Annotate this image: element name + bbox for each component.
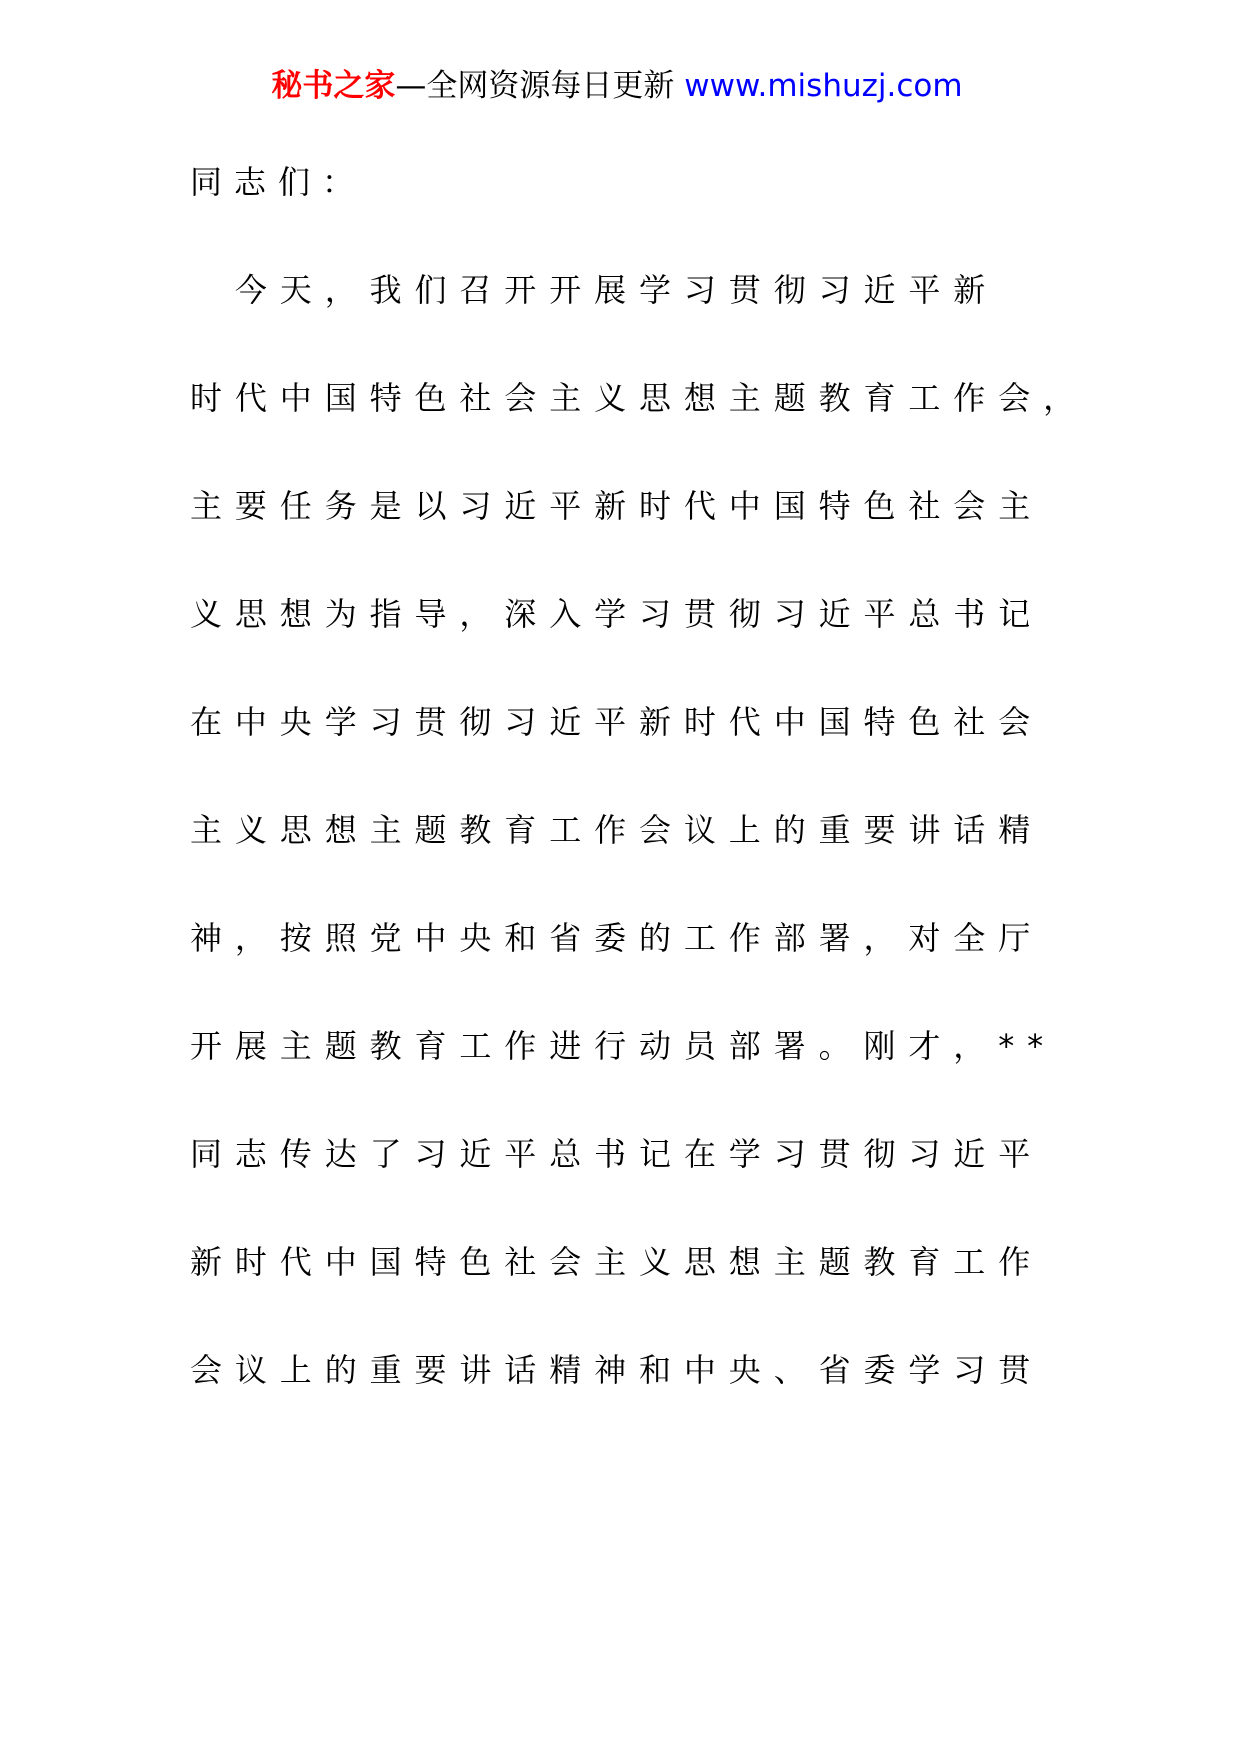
body-line: 今天，我们召开开展学习贯彻习近平新 [190, 271, 999, 309]
site-url-link[interactable]: www.mishuzj.com [684, 68, 963, 104]
body-line: 同志传达了习近平总书记在学习贯彻习近平 [190, 1135, 1044, 1173]
body-line: 时代中国特色社会主义思想主题教育工作会， [190, 379, 1089, 417]
header-tagline: —全网资源每日更新 [395, 68, 685, 104]
body-line: 主义思想主题教育工作会议上的重要讲话精 [190, 811, 1044, 849]
body-line: 神，按照党中央和省委的工作部署，对全厅 [190, 919, 1044, 957]
brand-name: 秘书之家 [271, 68, 396, 104]
body-line: 开展主题教育工作进行动员部署。刚才，** [190, 1027, 1057, 1065]
body-line: 会议上的重要讲话精神和中央、省委学习贯 [190, 1351, 1044, 1389]
body-line: 义思想为指导，深入学习贯彻习近平总书记 [190, 595, 1044, 633]
page-header [0, 66, 1234, 106]
body-line: 新时代中国特色社会主义思想主题教育工作 [190, 1243, 1044, 1281]
greeting: 同志们： [190, 163, 367, 201]
body-line: 在中央学习贯彻习近平新时代中国特色社会 [190, 703, 1044, 741]
body-line: 主要任务是以习近平新时代中国特色社会主 [190, 487, 1044, 525]
